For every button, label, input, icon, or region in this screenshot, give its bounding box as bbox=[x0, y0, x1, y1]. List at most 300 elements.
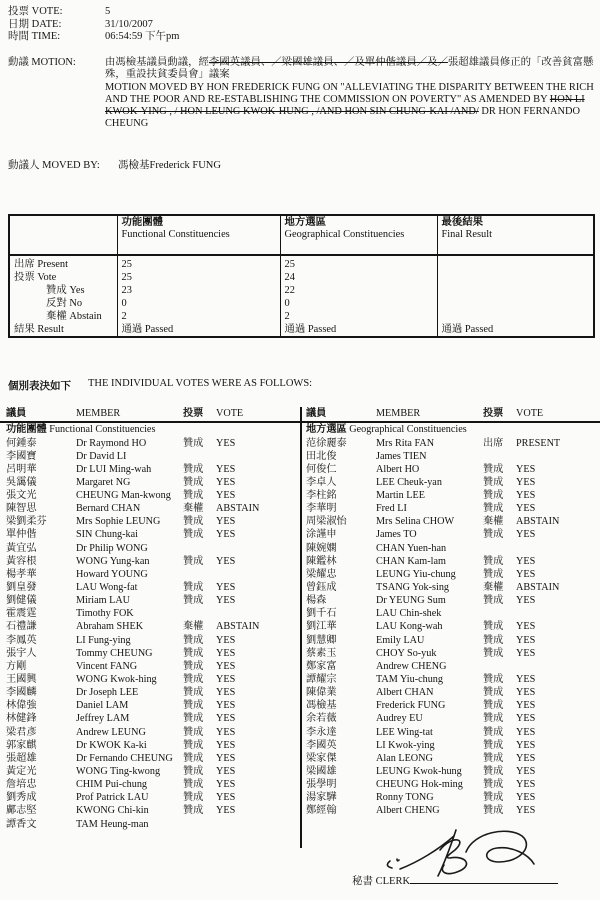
member-vote-en: PRESENT bbox=[516, 437, 561, 449]
member-name-en: Albert HO bbox=[376, 463, 420, 475]
member-vote-en: YES bbox=[516, 490, 536, 502]
member-name-en: Dr YEUNG Sum bbox=[376, 595, 446, 607]
vote-info-block bbox=[8, 6, 179, 44]
member-vote-cn: 贊成 bbox=[183, 555, 204, 567]
functional-section-cn: 功能團體 bbox=[6, 424, 47, 435]
member-row bbox=[300, 778, 600, 791]
member-vote-en: ABSTAIN bbox=[216, 503, 260, 515]
functional-section-title bbox=[0, 423, 300, 437]
member-name-cn: 馮檢基 bbox=[306, 700, 337, 712]
member-vote-en: YES bbox=[516, 805, 536, 817]
member-name-en: Frederick FUNG bbox=[376, 700, 446, 712]
row-label: 反對 No bbox=[46, 298, 83, 309]
member-vote-cn: 贊成 bbox=[183, 595, 204, 607]
moved-by-block bbox=[8, 157, 221, 172]
member-vote-cn: 贊成 bbox=[183, 647, 204, 659]
member-name-cn: 李鳳英 bbox=[6, 634, 37, 646]
summary-row-abstain bbox=[9, 310, 594, 323]
member-name-en: Timothy FOK bbox=[76, 608, 134, 620]
final-value bbox=[437, 284, 594, 297]
member-row bbox=[0, 818, 300, 831]
functional-member-rows bbox=[0, 437, 300, 831]
member-name-en: LAU Chin-shek bbox=[376, 608, 442, 620]
functional-value: 25 bbox=[117, 271, 280, 284]
member-vote-cn: 贊成 bbox=[183, 660, 204, 672]
member-vote-en: YES bbox=[216, 529, 236, 541]
member-vote-en: YES bbox=[516, 568, 536, 580]
member-vote-en: YES bbox=[516, 595, 536, 607]
member-name-cn: 張文光 bbox=[6, 490, 37, 502]
member-name-en: Daniel LAM bbox=[76, 700, 129, 712]
member-row bbox=[300, 712, 600, 725]
member-vote-cn bbox=[483, 450, 516, 463]
moved-by-label: 動議人 MOVED BY: bbox=[8, 160, 100, 171]
summary-row-result bbox=[9, 323, 594, 337]
member-name-en: TSANG Yok-sing bbox=[376, 582, 450, 594]
member-vote-cn: 棄權 bbox=[183, 503, 204, 515]
member-name-cn: 黃宜弘 bbox=[6, 542, 37, 554]
member-vote-en: YES bbox=[516, 476, 536, 488]
member-row bbox=[0, 712, 300, 725]
member-row bbox=[300, 594, 600, 607]
member-vote-cn bbox=[483, 607, 516, 620]
member-vote-cn: 贊成 bbox=[183, 516, 204, 528]
member-row bbox=[300, 528, 600, 541]
member-row bbox=[0, 647, 300, 660]
member-row bbox=[300, 791, 600, 804]
member-vote-cn bbox=[183, 568, 216, 581]
member-col-cn: 議員 bbox=[6, 408, 27, 419]
member-vote-en: YES bbox=[216, 582, 236, 594]
member-vote-en: YES bbox=[516, 792, 536, 804]
member-name-en: Vincent FANG bbox=[76, 660, 138, 672]
member-row bbox=[0, 791, 300, 804]
member-vote-cn: 贊成 bbox=[183, 437, 204, 449]
member-vote-cn: 贊成 bbox=[183, 463, 204, 475]
summary-header-empty bbox=[9, 215, 117, 255]
member-name-cn: 涂謹申 bbox=[306, 529, 337, 541]
member-row bbox=[0, 489, 300, 502]
member-name-en: Bernard CHAN bbox=[76, 503, 141, 515]
member-vote-en: YES bbox=[216, 766, 236, 778]
member-row bbox=[300, 647, 600, 660]
member-name-cn: 單仲偕 bbox=[6, 529, 37, 541]
member-name-cn: 梁君彥 bbox=[6, 726, 37, 738]
member-vote-en: YES bbox=[216, 516, 236, 528]
left-column-header bbox=[0, 407, 300, 421]
member-name-cn: 石禮謙 bbox=[6, 621, 37, 633]
member-vote-en: YES bbox=[216, 660, 236, 672]
member-vote-en bbox=[216, 542, 300, 555]
individual-votes-heading bbox=[8, 378, 312, 393]
member-row bbox=[300, 660, 600, 673]
member-name-cn: 田北俊 bbox=[306, 450, 337, 462]
member-name-cn: 梁耀忠 bbox=[306, 568, 337, 580]
member-row bbox=[0, 660, 300, 673]
member-vote-cn: 贊成 bbox=[483, 490, 504, 502]
member-name-cn: 呂明華 bbox=[6, 463, 37, 475]
member-col-cn: 議員 bbox=[306, 408, 327, 419]
member-row bbox=[0, 528, 300, 541]
member-name-en: Mrs Selina CHOW bbox=[376, 516, 455, 528]
member-name-en: TAM Heung-man bbox=[76, 818, 149, 830]
member-name-cn: 鄭經翰 bbox=[306, 805, 337, 817]
member-vote-en: YES bbox=[216, 739, 236, 751]
member-row bbox=[0, 581, 300, 594]
member-name-en: Tommy CHEUNG bbox=[76, 647, 153, 659]
member-vote-cn: 贊成 bbox=[483, 726, 504, 738]
geographical-value: 2 bbox=[280, 310, 437, 323]
member-name-cn: 李柱銘 bbox=[306, 490, 337, 502]
member-vote-cn: 贊成 bbox=[483, 621, 504, 633]
member-row bbox=[300, 804, 600, 817]
member-vote-cn: 贊成 bbox=[183, 674, 204, 686]
member-name-en: Dr LUI Ming-wah bbox=[76, 463, 152, 475]
member-vote-en: YES bbox=[216, 805, 236, 817]
member-name-en: CHEUNG Hok-ming bbox=[376, 779, 463, 791]
member-name-en: Ronny TONG bbox=[376, 792, 434, 804]
final-header-cn: 最後結果 bbox=[441, 217, 484, 228]
member-vote-cn: 出席 bbox=[483, 437, 504, 449]
member-vote-en: YES bbox=[516, 779, 536, 791]
motion-label: 動議 MOTION: bbox=[8, 57, 76, 68]
member-name-cn: 吳靄儀 bbox=[6, 476, 37, 488]
member-vote-cn: 贊成 bbox=[483, 752, 504, 764]
final-value bbox=[437, 255, 594, 271]
member-vote-cn bbox=[183, 818, 216, 831]
member-vote-en: YES bbox=[516, 621, 536, 633]
row-label: 贊成 Yes bbox=[46, 285, 85, 296]
member-vote-cn: 贊成 bbox=[183, 766, 204, 778]
vote-col-en: VOTE bbox=[516, 408, 544, 419]
member-name-en: Margaret NG bbox=[76, 476, 131, 488]
member-name-cn: 周梁淑怡 bbox=[306, 516, 347, 528]
individual-votes-heading-cn: 個別表決如下 bbox=[8, 381, 71, 392]
member-name-en: Mrs Rita FAN bbox=[376, 437, 435, 449]
member-name-cn: 鄺志堅 bbox=[6, 805, 37, 817]
member-name-en: KWONG Chi-kin bbox=[76, 805, 149, 817]
member-vote-en: YES bbox=[516, 739, 536, 751]
final-header-en: Final Result bbox=[441, 229, 493, 241]
summary-row-yes bbox=[9, 284, 594, 297]
member-name-cn: 李華明 bbox=[306, 503, 337, 515]
member-vote-en: YES bbox=[516, 687, 536, 699]
motion-block bbox=[8, 57, 594, 131]
final-value bbox=[437, 297, 594, 310]
member-name-cn: 何鍾泰 bbox=[6, 437, 37, 449]
vote-number-row bbox=[8, 6, 179, 19]
member-vote-cn: 棄權 bbox=[483, 516, 504, 528]
final-value bbox=[437, 271, 594, 284]
member-name-en: CHEUNG Man-kwong bbox=[76, 490, 171, 502]
motion-chinese-pre: 由馮檢基議員動議，經 bbox=[105, 57, 209, 68]
member-vote-en: YES bbox=[216, 700, 236, 712]
member-vote-en: YES bbox=[216, 713, 236, 725]
member-name-en: Dr David LI bbox=[76, 450, 127, 462]
member-row bbox=[300, 620, 600, 633]
member-row bbox=[0, 726, 300, 739]
member-row bbox=[0, 739, 300, 752]
member-name-en: LAU Wong-fat bbox=[76, 582, 138, 594]
geographical-value: 24 bbox=[280, 271, 437, 284]
member-vote-en: YES bbox=[516, 647, 536, 659]
member-name-cn: 劉慧卿 bbox=[306, 634, 337, 646]
member-name-cn: 張超雄 bbox=[6, 752, 37, 764]
summary-row-no bbox=[9, 297, 594, 310]
member-vote-en bbox=[216, 607, 300, 620]
member-name-cn: 劉千石 bbox=[306, 608, 337, 620]
date-label: 日期 DATE: bbox=[8, 18, 62, 30]
summary-row-present bbox=[9, 255, 594, 271]
member-name-cn: 李永達 bbox=[306, 726, 337, 738]
member-row bbox=[0, 542, 300, 555]
right-column-header bbox=[300, 407, 600, 421]
member-name-cn: 方剛 bbox=[6, 660, 27, 672]
member-name-en: Abraham SHEK bbox=[76, 621, 144, 633]
member-row bbox=[300, 463, 600, 476]
member-name-en: Martin LEE bbox=[376, 490, 425, 502]
member-name-cn: 劉秀成 bbox=[6, 792, 37, 804]
functional-value: 2 bbox=[117, 310, 280, 323]
row-label: 出席 Present bbox=[14, 259, 68, 270]
member-name-en: James TO bbox=[376, 529, 417, 541]
member-vote-en: YES bbox=[216, 687, 236, 699]
member-vote-cn: 贊成 bbox=[483, 687, 504, 699]
member-name-en: CHOY So-yuk bbox=[376, 647, 437, 659]
final-value: 通過 Passed bbox=[437, 323, 594, 337]
motion-english-struck: HON LI KWOK-YING , / HON LEUNG KWOK-HUNG , /AND HON SIN CHUNG-KAI /AND/ bbox=[105, 93, 585, 118]
member-vote-cn bbox=[183, 607, 216, 620]
geographical-header-cn: 地方選區 bbox=[284, 217, 327, 228]
member-name-en: TAM Yiu-chung bbox=[376, 674, 443, 686]
member-name-en: Albert CHENG bbox=[376, 805, 440, 817]
row-label: 投票 Vote bbox=[14, 272, 57, 283]
member-row bbox=[300, 450, 600, 463]
geographical-member-rows bbox=[300, 437, 600, 818]
member-vote-en: YES bbox=[216, 555, 236, 567]
member-name-cn: 劉江華 bbox=[306, 621, 337, 633]
vote-col-cn: 投票 bbox=[483, 408, 504, 419]
member-name-cn: 蔡素玉 bbox=[306, 647, 337, 659]
member-vote-en: YES bbox=[516, 766, 536, 778]
member-vote-en: YES bbox=[516, 752, 536, 764]
member-name-en: CHAN Kam-lam bbox=[376, 555, 446, 567]
member-vote-en: YES bbox=[516, 674, 536, 686]
member-name-en: Dr KWOK Ka-ki bbox=[76, 739, 147, 751]
member-name-en: CHIM Pui-chung bbox=[76, 779, 148, 791]
member-name-en: WONG Kwok-hing bbox=[76, 674, 157, 686]
geographical-section-cn: 地方選區 bbox=[306, 424, 347, 435]
summary-row-vote bbox=[9, 271, 594, 284]
member-vote-en: YES bbox=[516, 634, 536, 646]
member-vote-en: YES bbox=[216, 463, 236, 475]
member-name-en: Audrey EU bbox=[376, 713, 423, 725]
member-vote-en bbox=[516, 660, 600, 673]
motion-text bbox=[105, 57, 594, 131]
member-row bbox=[0, 437, 300, 450]
member-row bbox=[300, 502, 600, 515]
vote-col-cn: 投票 bbox=[183, 408, 204, 419]
member-name-cn: 楊孝華 bbox=[6, 568, 37, 580]
member-name-en: SIN Chung-kai bbox=[76, 529, 138, 541]
member-vote-cn: 贊成 bbox=[183, 779, 204, 791]
member-name-en: Dr Fernando CHEUNG bbox=[76, 752, 173, 764]
functional-value: 通過 Passed bbox=[117, 323, 280, 337]
member-vote-en: YES bbox=[516, 713, 536, 725]
member-vote-cn: 贊成 bbox=[483, 713, 504, 725]
member-vote-cn: 贊成 bbox=[183, 634, 204, 646]
clerk-line bbox=[352, 872, 558, 888]
geographical-section-en: Geographical Constituencies bbox=[349, 424, 467, 435]
date-value: 31/10/2007 bbox=[105, 18, 153, 30]
member-name-cn: 張學明 bbox=[306, 779, 337, 791]
member-vote-cn: 贊成 bbox=[183, 739, 204, 751]
member-row bbox=[0, 476, 300, 489]
member-name-cn: 譚耀宗 bbox=[306, 674, 337, 686]
summary-header-geographical bbox=[280, 215, 437, 255]
motion-text-chinese bbox=[105, 57, 594, 82]
member-name-en: Mrs Sophie LEUNG bbox=[76, 516, 161, 528]
functional-value: 25 bbox=[117, 255, 280, 271]
member-name-cn: 劉健儀 bbox=[6, 595, 37, 607]
geographical-value: 25 bbox=[280, 255, 437, 271]
geographical-value: 22 bbox=[280, 284, 437, 297]
individual-votes-heading-en: THE INDIVIDUAL VOTES WERE AS FOLLOWS: bbox=[88, 378, 313, 389]
member-name-en: Andrew CHENG bbox=[376, 660, 447, 672]
member-row bbox=[300, 634, 600, 647]
member-row bbox=[0, 804, 300, 817]
member-name-cn: 黃定光 bbox=[6, 766, 37, 778]
summary-header-functional bbox=[117, 215, 280, 255]
clerk-signature-line bbox=[410, 872, 558, 884]
member-vote-en: YES bbox=[216, 752, 236, 764]
member-col-en: MEMBER bbox=[76, 408, 121, 419]
member-vote-en: YES bbox=[516, 463, 536, 475]
member-vote-en: YES bbox=[216, 437, 236, 449]
member-name-en: WONG Ting-kwong bbox=[76, 766, 161, 778]
member-vote-en: YES bbox=[516, 529, 536, 541]
member-row bbox=[0, 450, 300, 463]
member-name-cn: 范徐麗泰 bbox=[306, 437, 347, 449]
member-name-en: CHAN Yuen-han bbox=[376, 542, 447, 554]
member-row bbox=[300, 476, 600, 489]
member-name-en: James TIEN bbox=[376, 450, 427, 462]
clerk-label: 秘書 CLERK bbox=[352, 876, 411, 887]
member-vote-cn: 贊成 bbox=[483, 792, 504, 804]
member-vote-cn: 贊成 bbox=[183, 752, 204, 764]
member-name-cn: 李卓人 bbox=[306, 476, 337, 488]
member-name-en: Jeffrey LAM bbox=[76, 713, 130, 725]
member-row bbox=[0, 620, 300, 633]
member-vote-cn bbox=[183, 450, 216, 463]
member-name-en: LI Fung-ying bbox=[76, 634, 131, 646]
member-vote-cn: 贊成 bbox=[183, 700, 204, 712]
member-row bbox=[0, 502, 300, 515]
member-vote-cn: 贊成 bbox=[483, 779, 504, 791]
member-vote-en: YES bbox=[216, 634, 236, 646]
member-name-en: LEE Wing-tat bbox=[376, 726, 433, 738]
member-vote-cn: 贊成 bbox=[483, 674, 504, 686]
member-vote-en: ABSTAIN bbox=[216, 621, 260, 633]
member-name-cn: 楊森 bbox=[306, 595, 327, 607]
member-vote-cn: 贊成 bbox=[483, 739, 504, 751]
member-name-cn: 陳智思 bbox=[6, 503, 37, 515]
member-vote-cn: 棄權 bbox=[483, 582, 504, 594]
geographical-value: 通過 Passed bbox=[280, 323, 437, 337]
member-row bbox=[0, 686, 300, 699]
member-name-en: LEE Cheuk-yan bbox=[376, 476, 442, 488]
member-vote-en: YES bbox=[216, 674, 236, 686]
member-name-cn: 王國興 bbox=[6, 674, 37, 686]
functional-value: 0 bbox=[117, 297, 280, 310]
geographical-section-title bbox=[300, 423, 600, 437]
member-row bbox=[0, 673, 300, 686]
member-row bbox=[0, 568, 300, 581]
member-vote-cn: 贊成 bbox=[183, 529, 204, 541]
member-name-en: Fred LI bbox=[376, 503, 407, 515]
member-name-cn: 鄭家富 bbox=[306, 660, 337, 672]
member-name-cn: 陳偉業 bbox=[306, 687, 337, 699]
member-vote-cn: 贊成 bbox=[483, 647, 504, 659]
member-vote-en: YES bbox=[216, 647, 236, 659]
member-col-en: MEMBER bbox=[376, 408, 421, 419]
member-row bbox=[0, 752, 300, 765]
member-name-cn: 何俊仁 bbox=[306, 463, 337, 475]
member-vote-cn: 贊成 bbox=[483, 766, 504, 778]
member-vote-cn: 贊成 bbox=[483, 634, 504, 646]
geographical-votes-column bbox=[300, 423, 600, 831]
member-name-cn: 李國麟 bbox=[6, 687, 37, 699]
member-row bbox=[300, 489, 600, 502]
member-name-en: LAU Kong-wah bbox=[376, 621, 443, 633]
member-name-cn: 曾鈺成 bbox=[306, 582, 337, 594]
member-row bbox=[300, 752, 600, 765]
motion-chinese-struck: 李國英議員、／梁國雄議員、／及單仲偕議員／及／ bbox=[208, 57, 448, 68]
member-vote-en bbox=[516, 450, 600, 463]
member-name-cn: 梁劉柔芬 bbox=[6, 516, 47, 528]
member-row bbox=[0, 778, 300, 791]
member-row bbox=[300, 607, 600, 620]
date-row bbox=[8, 19, 179, 32]
member-name-cn: 湯家驊 bbox=[306, 792, 337, 804]
moved-by-value: 馮檢基Frederick FUNG bbox=[118, 160, 221, 171]
member-row bbox=[300, 542, 600, 555]
time-value: 06:54:59 下午pm bbox=[105, 31, 180, 43]
member-name-en: Andrew LEUNG bbox=[76, 726, 146, 738]
geographical-header-en: Geographical Constituencies bbox=[284, 229, 405, 241]
member-name-cn: 林健鋒 bbox=[6, 713, 37, 725]
member-name-cn: 張宇人 bbox=[6, 647, 37, 659]
member-name-cn: 余若薇 bbox=[306, 713, 337, 725]
member-vote-en: ABSTAIN bbox=[516, 516, 560, 528]
member-row bbox=[300, 515, 600, 528]
member-vote-cn bbox=[483, 542, 516, 555]
member-row bbox=[300, 726, 600, 739]
motion-english-pre: MOTION MOVED BY HON FREDERICK FUNG ON "ALLEVIATING THE DISPARITY BETWEEN THE RICH AND THE POOR AND RE-ESTABLISHING THE COMMISSION ON POVERTY" AS AMENDED BY bbox=[105, 81, 594, 105]
functional-header-en: Functional Constituencies bbox=[121, 229, 230, 241]
member-name-en: Alan LEONG bbox=[376, 752, 433, 764]
time-row bbox=[8, 31, 179, 44]
member-name-cn: 梁國雄 bbox=[306, 766, 337, 778]
functional-value: 23 bbox=[117, 284, 280, 297]
functional-section-en: Functional Constituencies bbox=[49, 424, 156, 435]
member-vote-en bbox=[516, 607, 600, 620]
motion-chinese-post: 張超雄議員修正的「改善貧富懸殊，重設扶貧委員會」議案 bbox=[105, 57, 594, 81]
member-name-en: WONG Yung-kan bbox=[76, 555, 150, 567]
member-name-en: Prof Patrick LAU bbox=[76, 792, 149, 804]
member-name-cn: 梁家傑 bbox=[306, 752, 337, 764]
member-name-en: Albert CHAN bbox=[376, 687, 434, 699]
